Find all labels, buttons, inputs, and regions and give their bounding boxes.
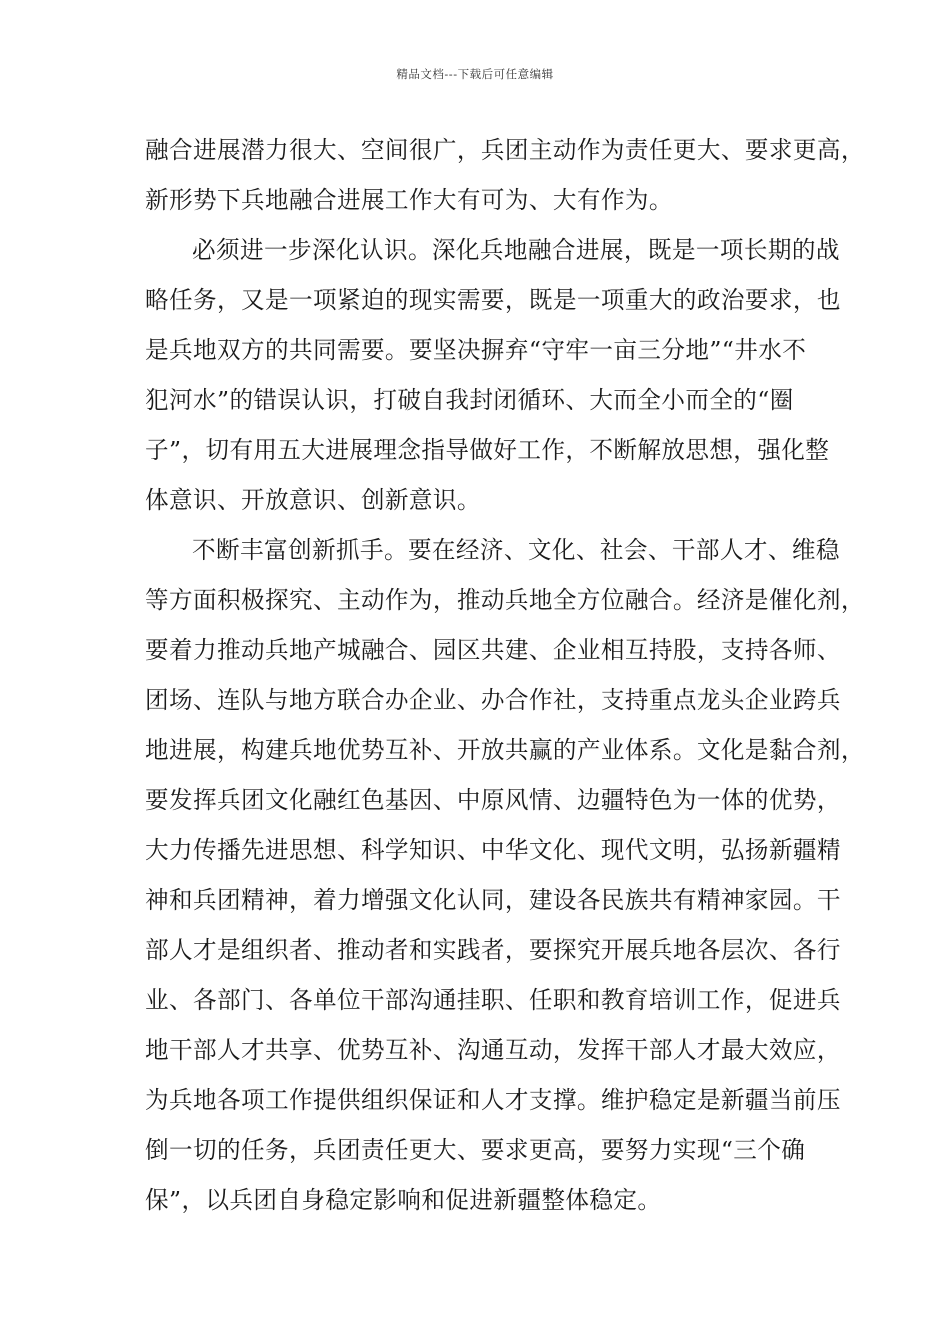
text-line: 必须进一步深化认识。深化兵地融合进展，既是一项长期的战 [192, 236, 840, 264]
text-line: 业、各部门、各单位干部沟通挂职、任职和教育培训工作，促进兵 [145, 986, 841, 1014]
text-line: 融合进展潜力很大、空间很广，兵团主动作为责任更大、要求更高， [145, 136, 865, 164]
text-line: 等方面积极探究、主动作为，推动兵地全方位融合。经济是催化剂， [145, 586, 865, 614]
text-line: 为兵地各项工作提供组织保证和人才支撑。维护稳定是新疆当前压 [145, 1086, 841, 1114]
text-line: 不断丰富创新抓手。要在经济、文化、社会、干部人才、维稳 [192, 536, 840, 564]
text-line: 团场、连队与地方联合办企业、办合作社，支持重点龙头企业跨兵 [145, 686, 841, 714]
page-header: 精品文档---下载后可任意编辑 [396, 67, 554, 81]
text-line: 略任务，又是一项紧迫的现实需要，既是一项重大的政治要求，也 [145, 286, 841, 314]
text-line: 子”，切有用五大进展理念指导做好工作，不断解放思想，强化整 [145, 436, 830, 464]
text-line: 体意识、开放意识、创新意识。 [145, 486, 481, 514]
text-line: 神和兵团精神，着力增强文化认同，建设各民族共有精神家园。干 [145, 886, 841, 914]
text-line: 地干部人才共享、优势互补、沟通互动，发挥干部人才最大效应， [145, 1036, 841, 1064]
text-line: 保”，以兵团自身稳定影响和促进新疆整体稳定。 [145, 1186, 662, 1214]
text-line: 大力传播先进思想、科学知识、中华文化、现代文明，弘扬新疆精 [145, 836, 841, 864]
text-line: 新形势下兵地融合进展工作大有可为、大有作为。 [145, 186, 673, 214]
text-line: 地进展，构建兵地优势互补、开放共赢的产业体系。文化是黏合剂， [145, 736, 865, 764]
text-line: 要发挥兵团文化融红色基因、中原风情、边疆特色为一体的优势， [145, 786, 841, 814]
text-line: 要着力推动兵地产城融合、园区共建、企业相互持股，支持各师、 [145, 636, 841, 664]
text-line: 犯河水”的错误认识，打破自我封闭循环、大而全小而全的“圈 [145, 386, 794, 414]
text-line: 部人才是组织者、推动者和实践者，要探究开展兵地各层次、各行 [145, 936, 841, 964]
text-line: 是兵地双方的共同需要。要坚决摒弃“守牢一亩三分地”“井水不 [145, 336, 807, 364]
text-line: 倒一切的任务，兵团责任更大、要求更高，要努力实现“三个确 [145, 1136, 806, 1164]
